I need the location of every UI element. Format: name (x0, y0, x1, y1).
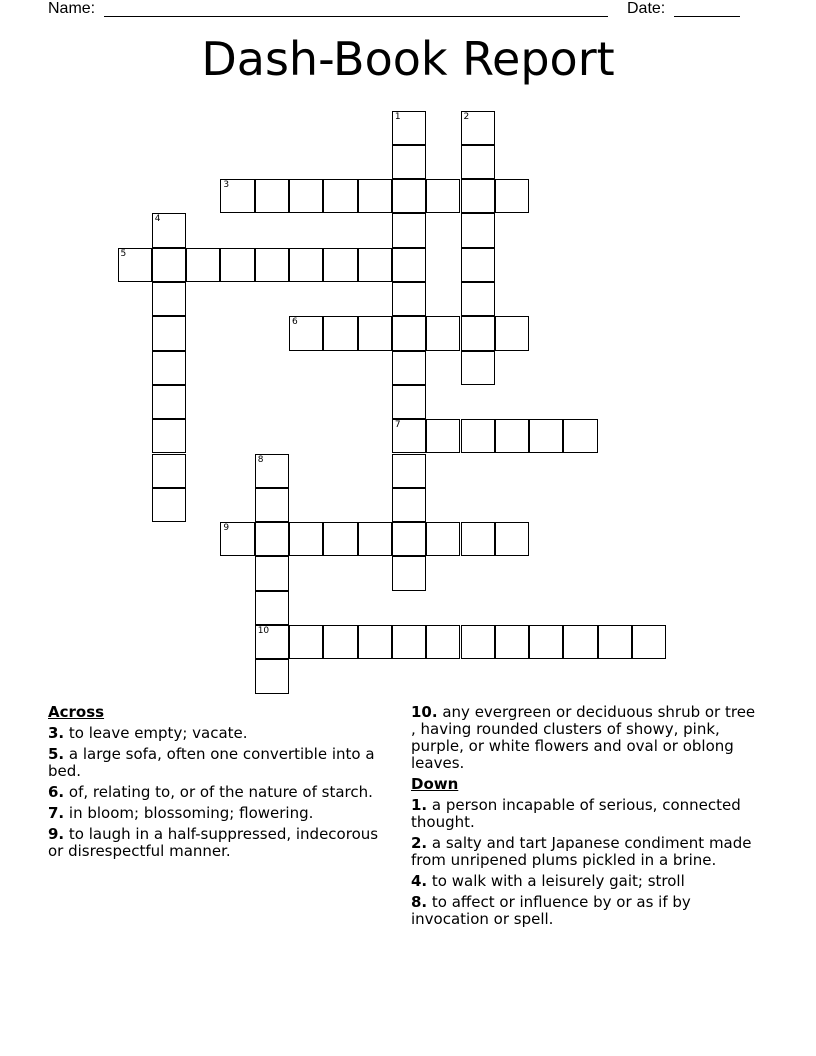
grid-cell[interactable] (323, 522, 357, 556)
grid-cell[interactable] (186, 248, 220, 282)
grid-cell[interactable] (392, 556, 426, 590)
grid-cell[interactable] (392, 385, 426, 419)
grid-cell[interactable] (495, 316, 529, 350)
grid-cell[interactable] (358, 625, 392, 659)
grid-cell[interactable] (598, 625, 632, 659)
grid-cell[interactable] (426, 625, 460, 659)
grid-cell[interactable] (392, 454, 426, 488)
grid-cell[interactable] (392, 522, 426, 556)
grid-cell[interactable] (323, 248, 357, 282)
grid-cell[interactable] (426, 419, 460, 453)
grid-cell[interactable] (255, 179, 289, 213)
clue-number: 9 (223, 523, 230, 534)
clue-number: 2 (463, 111, 470, 122)
grid-cell[interactable] (152, 248, 186, 282)
clue-number: 10 (257, 626, 270, 636)
down-heading: Down (411, 775, 459, 793)
grid-cell[interactable] (563, 625, 597, 659)
grid-cell[interactable] (152, 488, 186, 522)
grid-cell[interactable] (152, 213, 186, 247)
grid-cell[interactable] (255, 591, 289, 625)
grid-cell[interactable] (152, 385, 186, 419)
clues-column-right (411, 704, 761, 932)
grid-cell[interactable] (632, 625, 666, 659)
grid-cell[interactable] (392, 625, 426, 659)
clue-number: 3 (223, 180, 230, 191)
down-clue: 2. a salty and tart Japanese condiment made from unripened plums pickled in a brine. (411, 834, 752, 869)
grid-cell[interactable] (392, 111, 426, 145)
grid-cell[interactable] (426, 522, 460, 556)
grid-cell[interactable] (323, 625, 357, 659)
grid-cell[interactable] (461, 145, 495, 179)
grid-cell[interactable] (495, 419, 529, 453)
grid-cell[interactable] (461, 248, 495, 282)
across-clue: 6. of, relating to, or of the nature of starch. (48, 783, 373, 801)
grid-cell[interactable] (426, 179, 460, 213)
grid-cell[interactable] (495, 625, 529, 659)
grid-cell[interactable] (495, 522, 529, 556)
grid-cell[interactable] (255, 248, 289, 282)
grid-cell[interactable] (255, 625, 289, 659)
grid-cell[interactable] (358, 522, 392, 556)
grid-cell[interactable] (461, 625, 495, 659)
grid-cell[interactable] (495, 179, 529, 213)
grid-cell[interactable] (358, 248, 392, 282)
clue-number: 7 (394, 420, 401, 431)
grid-cell[interactable] (220, 248, 254, 282)
clue-number: 1 (394, 111, 401, 122)
grid-cell[interactable] (220, 522, 254, 556)
grid-cell[interactable] (461, 111, 495, 145)
grid-cell[interactable] (152, 316, 186, 350)
page-title: Dash-Book Report (201, 32, 615, 86)
grid-cell[interactable] (461, 282, 495, 316)
grid-cell[interactable] (426, 316, 460, 350)
grid-cell[interactable] (358, 316, 392, 350)
name-label: Name: (48, 0, 96, 17)
grid-cell[interactable] (461, 179, 495, 213)
grid-cell[interactable] (392, 419, 426, 453)
across-heading: Across (48, 703, 105, 721)
across-clue: 9. to laugh in a half-suppressed, indecorous or disrespectful manner. (48, 825, 379, 860)
grid-cell[interactable] (529, 625, 563, 659)
grid-cell[interactable] (289, 316, 323, 350)
grid-cell[interactable] (392, 213, 426, 247)
date-label: Date: (627, 0, 666, 17)
across-clue: 3. to leave empty; vacate. (48, 724, 248, 742)
grid-cell[interactable] (255, 522, 289, 556)
grid-cell[interactable] (392, 179, 426, 213)
grid-cell[interactable] (392, 488, 426, 522)
across-clue: 7. in bloom; blossoming; flowering. (48, 804, 314, 822)
down-clue: 1. a person incapable of serious, connected thought. (411, 796, 741, 831)
grid-cell[interactable] (255, 454, 289, 488)
grid-cell[interactable] (392, 316, 426, 350)
clue-number: 4 (154, 214, 161, 225)
grid-cell[interactable] (392, 145, 426, 179)
grid-cell[interactable] (461, 522, 495, 556)
across-clue: 10. any evergreen or deciduous shrub or tree , having rounded clusters of showy, pink, purple, or white flowers and oval or oblong leaves. (411, 703, 756, 772)
clue-number: 5 (120, 248, 127, 259)
grid-cell[interactable] (392, 282, 426, 316)
grid-cell[interactable] (255, 556, 289, 590)
grid-cell[interactable] (220, 179, 254, 213)
grid-cell[interactable] (358, 179, 392, 213)
down-clue: 4. to walk with a leisurely gait; stroll (411, 872, 685, 890)
clue-number: 8 (257, 454, 264, 465)
grid-cell[interactable] (289, 625, 323, 659)
grid-cell[interactable] (118, 248, 152, 282)
grid-cell[interactable] (152, 419, 186, 453)
grid-cell[interactable] (323, 179, 357, 213)
grid-cell[interactable] (563, 419, 597, 453)
grid-cell[interactable] (152, 454, 186, 488)
across-clue: 5. a large sofa, often one convertible into a bed. (48, 745, 375, 780)
grid-cell[interactable] (392, 248, 426, 282)
clues-column-left (48, 704, 393, 864)
grid-cell[interactable] (289, 179, 323, 213)
grid-cell[interactable] (461, 213, 495, 247)
grid-cell[interactable] (392, 351, 426, 385)
grid-cell[interactable] (461, 316, 495, 350)
clue-number: 6 (292, 317, 298, 328)
grid-cell[interactable] (323, 316, 357, 350)
grid-cell[interactable] (289, 522, 323, 556)
grid-cell[interactable] (461, 351, 495, 385)
grid-cell[interactable] (152, 351, 186, 385)
grid-cell[interactable] (461, 419, 495, 453)
grid-cell[interactable] (289, 248, 323, 282)
grid-cell[interactable] (152, 282, 186, 316)
grid-cell[interactable] (529, 419, 563, 453)
grid-cell[interactable] (255, 659, 289, 693)
grid-cell[interactable] (255, 488, 289, 522)
down-clue: 8. to affect or influence by or as if by invocation or spell. (411, 893, 691, 928)
